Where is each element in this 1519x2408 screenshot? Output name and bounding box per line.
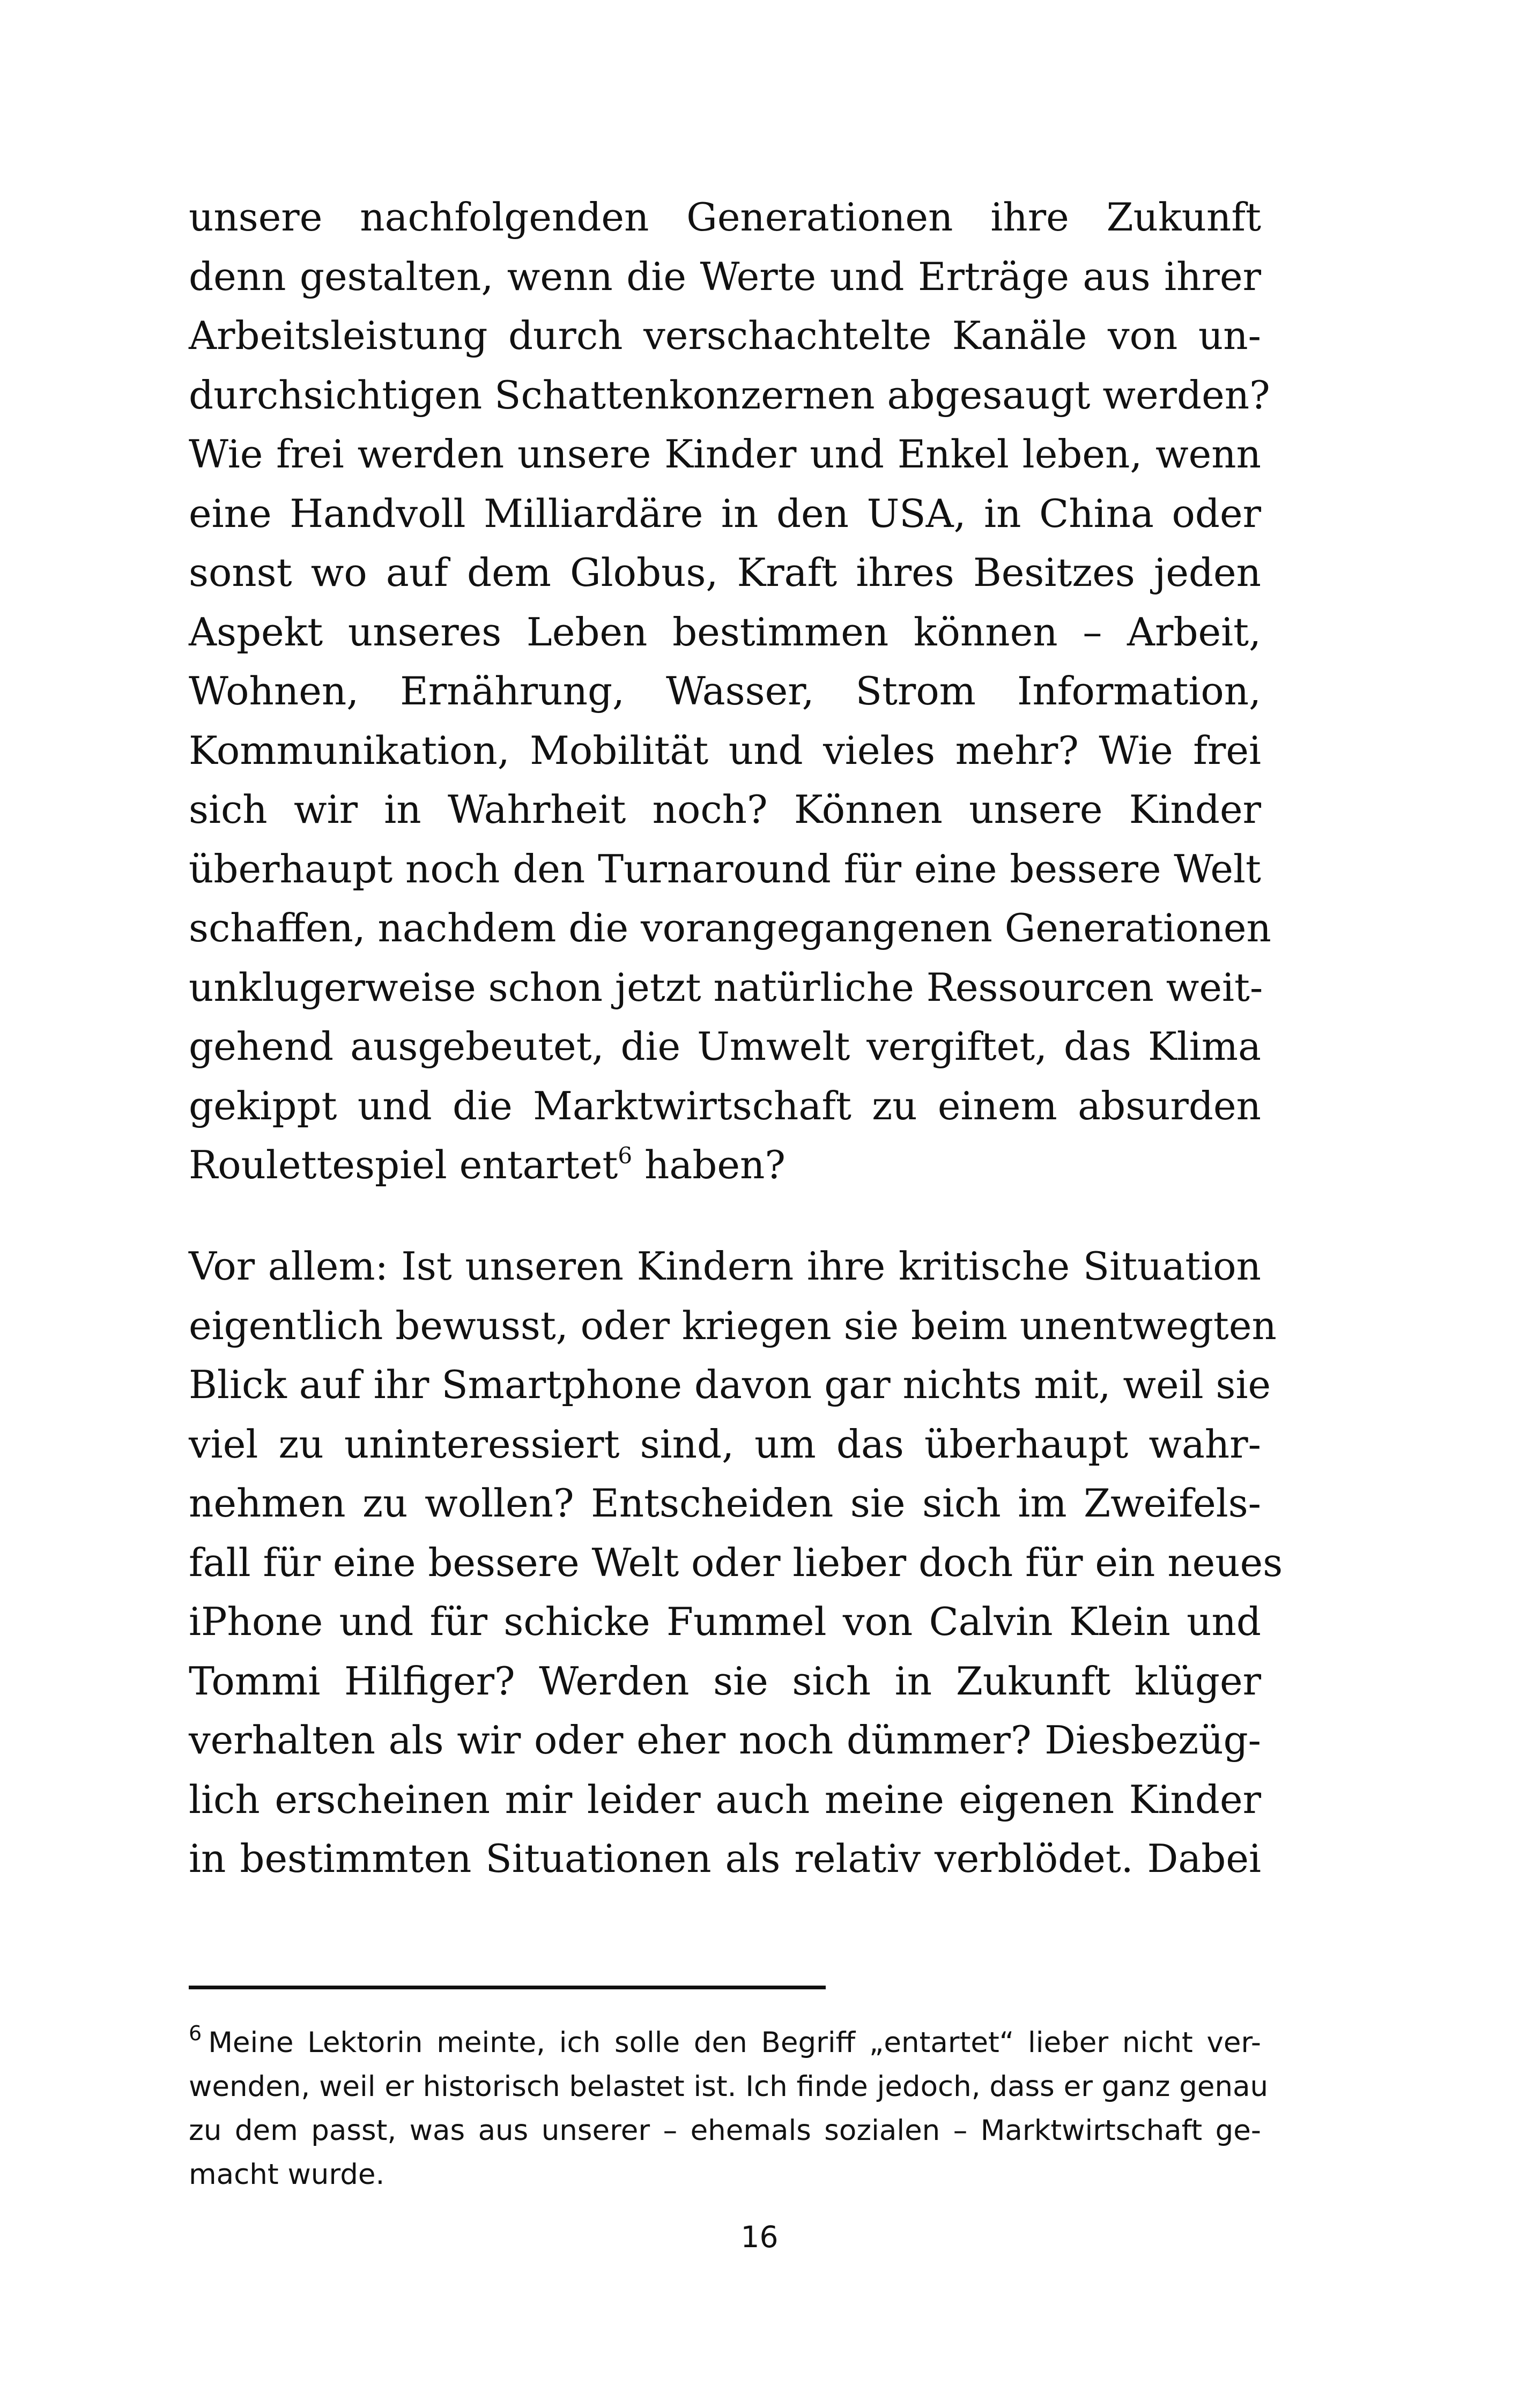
- text-line: Aspekt unseres Leben bestimmen können – Arbeit,: [189, 609, 1261, 655]
- text-line: sonst wo auf dem Globus, Kraft ihres Besitzes jeden: [189, 550, 1261, 595]
- text-line: verhalten als wir oder eher noch dümmer? Diesbezüg-: [189, 1718, 1261, 1763]
- page-number: 16: [740, 2220, 779, 2254]
- text-line: gekippt und die Marktwirtschaft zu einem absurden: [189, 1083, 1261, 1128]
- text-line: Kommunikation, Mobilität und vieles mehr? Wie frei: [189, 727, 1261, 773]
- body-paragraph-2: [189, 1237, 1283, 1889]
- text-line: überhaupt noch den Turnaround für eine bessere Welt: [189, 846, 1261, 891]
- text-line: denn gestalten, wenn die Werte und Erträge aus ihrer: [189, 254, 1261, 299]
- text-line: durchsichtigen Schattenkonzernen abgesaugt werden?: [189, 372, 1270, 418]
- text-line: eigentlich bewusst, oder kriegen sie beim unentwegten: [189, 1303, 1277, 1348]
- text-line: Wie frei werden unsere Kinder und Enkel leben, wenn: [189, 432, 1261, 477]
- text-line: unklugerweise schon jetzt natürliche Ressourcen weit-: [189, 964, 1263, 1010]
- footnote-number: 6: [189, 2021, 202, 2045]
- footnote-line: [189, 2021, 1261, 2065]
- text-line: Arbeitsleistung durch verschachtelte Kanäle von un-: [189, 313, 1261, 358]
- body-paragraph-1: [189, 188, 1271, 1195]
- text-line: fall für eine bessere Welt oder lieber doch für ein neues: [189, 1540, 1283, 1585]
- footnote-separator: [189, 1986, 826, 1989]
- text-line: nehmen zu wollen? Entscheiden sie sich im Zweifels-: [189, 1481, 1261, 1526]
- text-line: Tommi Hilfiger? Werden sie sich in Zukunft klüger: [189, 1658, 1261, 1704]
- text-line: iPhone und für schicke Fummel von Calvin Klein und: [189, 1599, 1261, 1644]
- footnote: [189, 2021, 1269, 2197]
- text-fragment: haben?: [632, 1142, 786, 1187]
- text-line: gehend ausgebeutet, die Umwelt vergiftet, das Klima: [189, 1024, 1261, 1069]
- footnote-line: wenden, weil er historisch belastet ist. Ich finde jedoch, dass er ganz genau: [189, 2070, 1269, 2103]
- text-line: in bestimmten Situationen als relativ verblödet. Dabei: [189, 1836, 1261, 1881]
- footnote-text: Meine Lektorin meinte, ich solle den Begriff „entartet“ lieber nicht ver-: [208, 2026, 1261, 2059]
- text-line: unsere nachfolgenden Generationen ihre Zukunft: [189, 195, 1261, 240]
- text-fragment: Roulettespiel entartet: [189, 1142, 618, 1187]
- text-line: Wohnen, Ernährung, Wasser, Strom Information,: [189, 668, 1261, 714]
- footnote-line: macht wurde.: [189, 2158, 385, 2191]
- text-line: lich erscheinen mir leider auch meine eigenen Kinder: [189, 1777, 1261, 1822]
- footnote-reference[interactable]: 6: [618, 1142, 633, 1169]
- text-line: Blick auf ihr Smartphone davon gar nichts mit, weil sie: [189, 1362, 1271, 1407]
- text-line: eine Handvoll Milliardäre in den USA, in China oder: [189, 490, 1261, 536]
- text-line: viel zu uninteressiert sind, um das überhaupt wahr-: [189, 1421, 1261, 1467]
- footnote-line: zu dem passt, was aus unserer – ehemals sozialen – Marktwirtschaft ge-: [189, 2114, 1261, 2147]
- text-line: Vor allem: Ist unseren Kindern ihre kritische Situation: [189, 1244, 1261, 1289]
- text-line: schaffen, nachdem die vorangegangenen Generationen: [189, 905, 1271, 950]
- text-line: sich wir in Wahrheit noch? Können unsere Kinder: [189, 787, 1261, 832]
- text-line-with-footnote-ref: [189, 1135, 1261, 1195]
